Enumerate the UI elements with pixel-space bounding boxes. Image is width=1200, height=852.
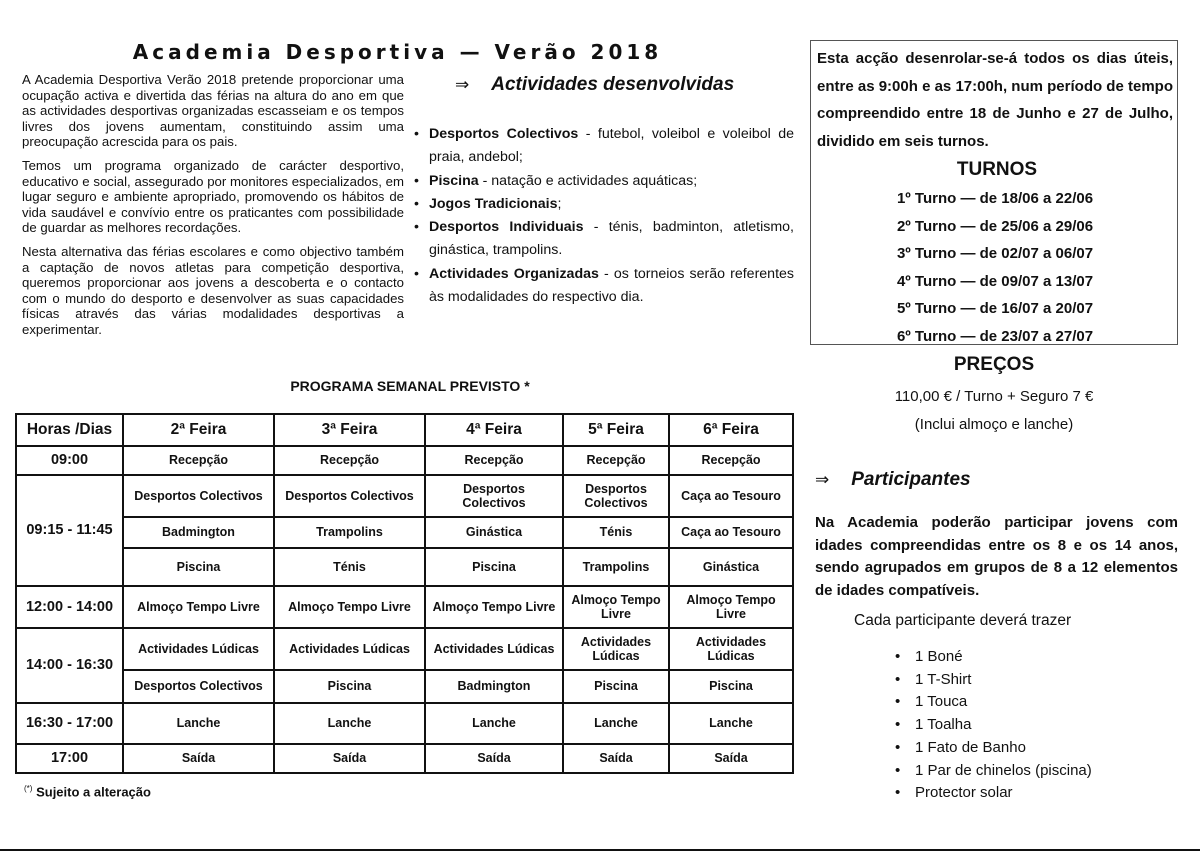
arrow-right-icon: ⇒ — [815, 470, 830, 490]
bring-item: • Protector solar — [895, 782, 1092, 805]
activities-heading-text: Actividades desenvolvidas — [491, 74, 735, 95]
arrow-right-icon: ⇒ — [455, 75, 470, 95]
time-cell: 09:00 — [16, 446, 123, 475]
table-cell: Piscina — [123, 548, 274, 586]
column-header: 4ª Feira — [425, 414, 563, 446]
table-cell: Lanche — [123, 703, 274, 744]
column-header: 3ª Feira — [274, 414, 425, 446]
table-header-row — [16, 414, 793, 446]
table-cell: Badmington — [425, 670, 563, 703]
table-cell: Saída — [563, 744, 669, 773]
activity-item: • Desportos Individuais - ténis, badminton, atletismo, ginástica, trampolins. — [414, 216, 794, 263]
table-row — [16, 744, 793, 773]
time-cell: 16:30 - 17:00 — [16, 703, 123, 744]
table-cell: Piscina — [563, 670, 669, 703]
bring-item: • 1 Boné — [895, 646, 1092, 669]
footnote-text: Sujeito a alteração — [36, 784, 151, 800]
turno-item: 5º Turno — de 16/07 a 20/07 — [896, 300, 1094, 317]
table-cell: Recepção — [123, 446, 274, 475]
turno-item: 3º Turno — de 02/07 a 06/07 — [896, 245, 1094, 262]
trazer-label: Cada participante deverá trazer — [854, 612, 1072, 629]
bring-item: • 1 Fato de Banho — [895, 737, 1092, 760]
turnos-heading: TURNOS — [956, 159, 1038, 180]
table-cell: Desportos Colectivos — [123, 475, 274, 517]
bring-item: • 1 Toalha — [895, 714, 1092, 737]
participantes-text: Na Academia poderão participar jovens com idades compreendidas entre os 8 e os 14 anos, sendo agrupados em grupos de 8 a 12 elementos de idades compatíveis. — [815, 514, 1178, 599]
table-row — [16, 703, 793, 744]
time-cell: 09:15 - 11:45 — [16, 475, 123, 586]
bring-items-list — [895, 646, 1092, 805]
table-cell: Ginástica — [669, 548, 793, 586]
table-row — [16, 670, 793, 703]
turno-item: 2º Turno — de 25/06 a 29/06 — [896, 217, 1094, 235]
table-cell: Almoço Tempo Livre — [123, 586, 274, 628]
time-cell: 17:00 — [16, 744, 123, 773]
column-header: 2ª Feira — [123, 414, 274, 446]
table-cell: Actividades Lúdicas — [425, 628, 563, 670]
table-cell: Desportos Colectivos — [563, 475, 669, 517]
time-cell: 12:00 - 14:00 — [16, 586, 123, 628]
participantes-heading-text: Participantes — [851, 469, 971, 490]
schedule-info-box — [810, 40, 1178, 345]
intro-paragraph: Nesta alternativa das férias escolares e como objectivo também a captação de novos atletas para competição desportiva, queremos proporcionar aos jovens a descoberta e o contacto com o mundo do desporto e desenvolver as suas capacidades físicas através das várias modalidades desportivas a experimentar. — [22, 243, 404, 337]
table-cell: Trampolins — [563, 548, 669, 586]
table-cell: Recepção — [425, 446, 563, 475]
intro-paragraph: Temos um programa organizado de carácter desportivo, educativo e social, assegurado por monitores especializados, em lugar seguro e ambiente apropriado, promovendo os hábitos de vida saudável e convívio entre os praticantes com possibilidade de guardar as melhores recordações. — [22, 157, 404, 236]
table-cell: Lanche — [274, 703, 425, 744]
table-cell: Lanche — [563, 703, 669, 744]
activity-item: • Actividades Organizadas - os torneios serão referentes às modalidades do respectivo dia. — [414, 263, 794, 310]
table-cell: Caça ao Tesouro — [669, 475, 793, 517]
table-cell: Ginástica — [425, 517, 563, 548]
table-cell: Actividades Lúdicas — [669, 628, 793, 670]
bring-item: • 1 Touca — [895, 691, 1092, 714]
bring-item: • 1 Par de chinelos (piscina) — [895, 760, 1092, 783]
table-row — [16, 548, 793, 586]
table-cell: Badmington — [123, 517, 274, 548]
table-cell: Almoço Tempo Livre — [274, 586, 425, 628]
table-cell: Caça ao Tesouro — [669, 517, 793, 548]
weekly-schedule-table — [15, 413, 794, 774]
time-cell: 14:00 - 16:30 — [16, 628, 123, 703]
table-row — [16, 446, 793, 475]
table-cell: Piscina — [669, 670, 793, 703]
table-cell: Saída — [425, 744, 563, 773]
table-row — [16, 586, 793, 628]
footnote-mark: (*) — [24, 784, 33, 793]
table-row — [16, 628, 793, 670]
table-cell: Piscina — [425, 548, 563, 586]
table-cell: Saída — [123, 744, 274, 773]
table-cell: Recepção — [274, 446, 425, 475]
intro-text — [22, 72, 404, 346]
footnote — [24, 784, 151, 799]
table-cell: Piscina — [274, 670, 425, 703]
column-header: 5ª Feira — [563, 414, 669, 446]
table-cell: Saída — [669, 744, 793, 773]
column-header: 6ª Feira — [669, 414, 793, 446]
table-cell: Desportos Colectivos — [123, 670, 274, 703]
table-cell: Recepção — [563, 446, 669, 475]
table-cell: Ténis — [274, 548, 425, 586]
table-cell: Almoço Tempo Livre — [563, 586, 669, 628]
table-row — [16, 475, 793, 517]
programa-title: PROGRAMA SEMANAL PREVISTO * — [290, 378, 530, 394]
precos-heading: PREÇOS — [953, 354, 1035, 375]
table-cell: Ténis — [563, 517, 669, 548]
table-cell: Actividades Lúdicas — [123, 628, 274, 670]
table-cell: Recepção — [669, 446, 793, 475]
price-includes: (Inclui almoço e lanche) — [914, 416, 1074, 433]
table-cell: Desportos Colectivos — [425, 475, 563, 517]
column-header: Horas /Dias — [16, 414, 123, 446]
activity-item: • Desportos Colectivos - futebol, voleibol e voleibol de praia, andebol; — [414, 123, 794, 170]
turno-item: 1º Turno — de 18/06 a 22/06 — [896, 190, 1094, 207]
intro-paragraph: A Academia Desportiva Verão 2018 pretende proporcionar uma ocupação activa e divertida das férias na altura do ano em que as actividades desportivas organizadas escasseiam e os tempos livres dos jovens aumentam, constituindo assim uma preocupação acrescida para os pais. — [22, 72, 404, 150]
activities-heading — [455, 74, 734, 96]
page-title: Academia Desportiva — Verão 2018 — [132, 40, 663, 64]
bottom-divider — [0, 849, 1200, 851]
activities-list — [414, 123, 794, 309]
table-cell: Lanche — [669, 703, 793, 744]
table-row — [16, 517, 793, 548]
table-cell: Actividades Lúdicas — [274, 628, 425, 670]
participantes-heading — [815, 469, 971, 491]
table-cell: Almoço Tempo Livre — [425, 586, 563, 628]
table-cell: Trampolins — [274, 517, 425, 548]
activity-item: • Jogos Tradicionais; — [414, 193, 794, 216]
table-cell: Desportos Colectivos — [274, 475, 425, 517]
price-line: 110,00 € / Turno + Seguro 7 € — [894, 388, 1094, 405]
table-cell: Saída — [274, 744, 425, 773]
turno-item: 6º Turno — de 23/07 a 27/07 — [896, 327, 1094, 345]
table-cell: Actividades Lúdicas — [563, 628, 669, 670]
schedule-info-text: Esta acção desenrolar-se-á todos os dias úteis, entre as 9:00h e as 17:00h, num período de tempo compreendido entre 18 de Junho e 27 de Julho, dividido em seis turnos. — [817, 50, 1173, 150]
table-cell: Almoço Tempo Livre — [669, 586, 793, 628]
bring-item: • 1 T-Shirt — [895, 669, 1092, 692]
turno-item: 4º Turno — de 09/07 a 13/07 — [896, 272, 1094, 290]
table-cell: Lanche — [425, 703, 563, 744]
activity-item: • Piscina - natação e actividades aquáticas; — [414, 170, 794, 193]
